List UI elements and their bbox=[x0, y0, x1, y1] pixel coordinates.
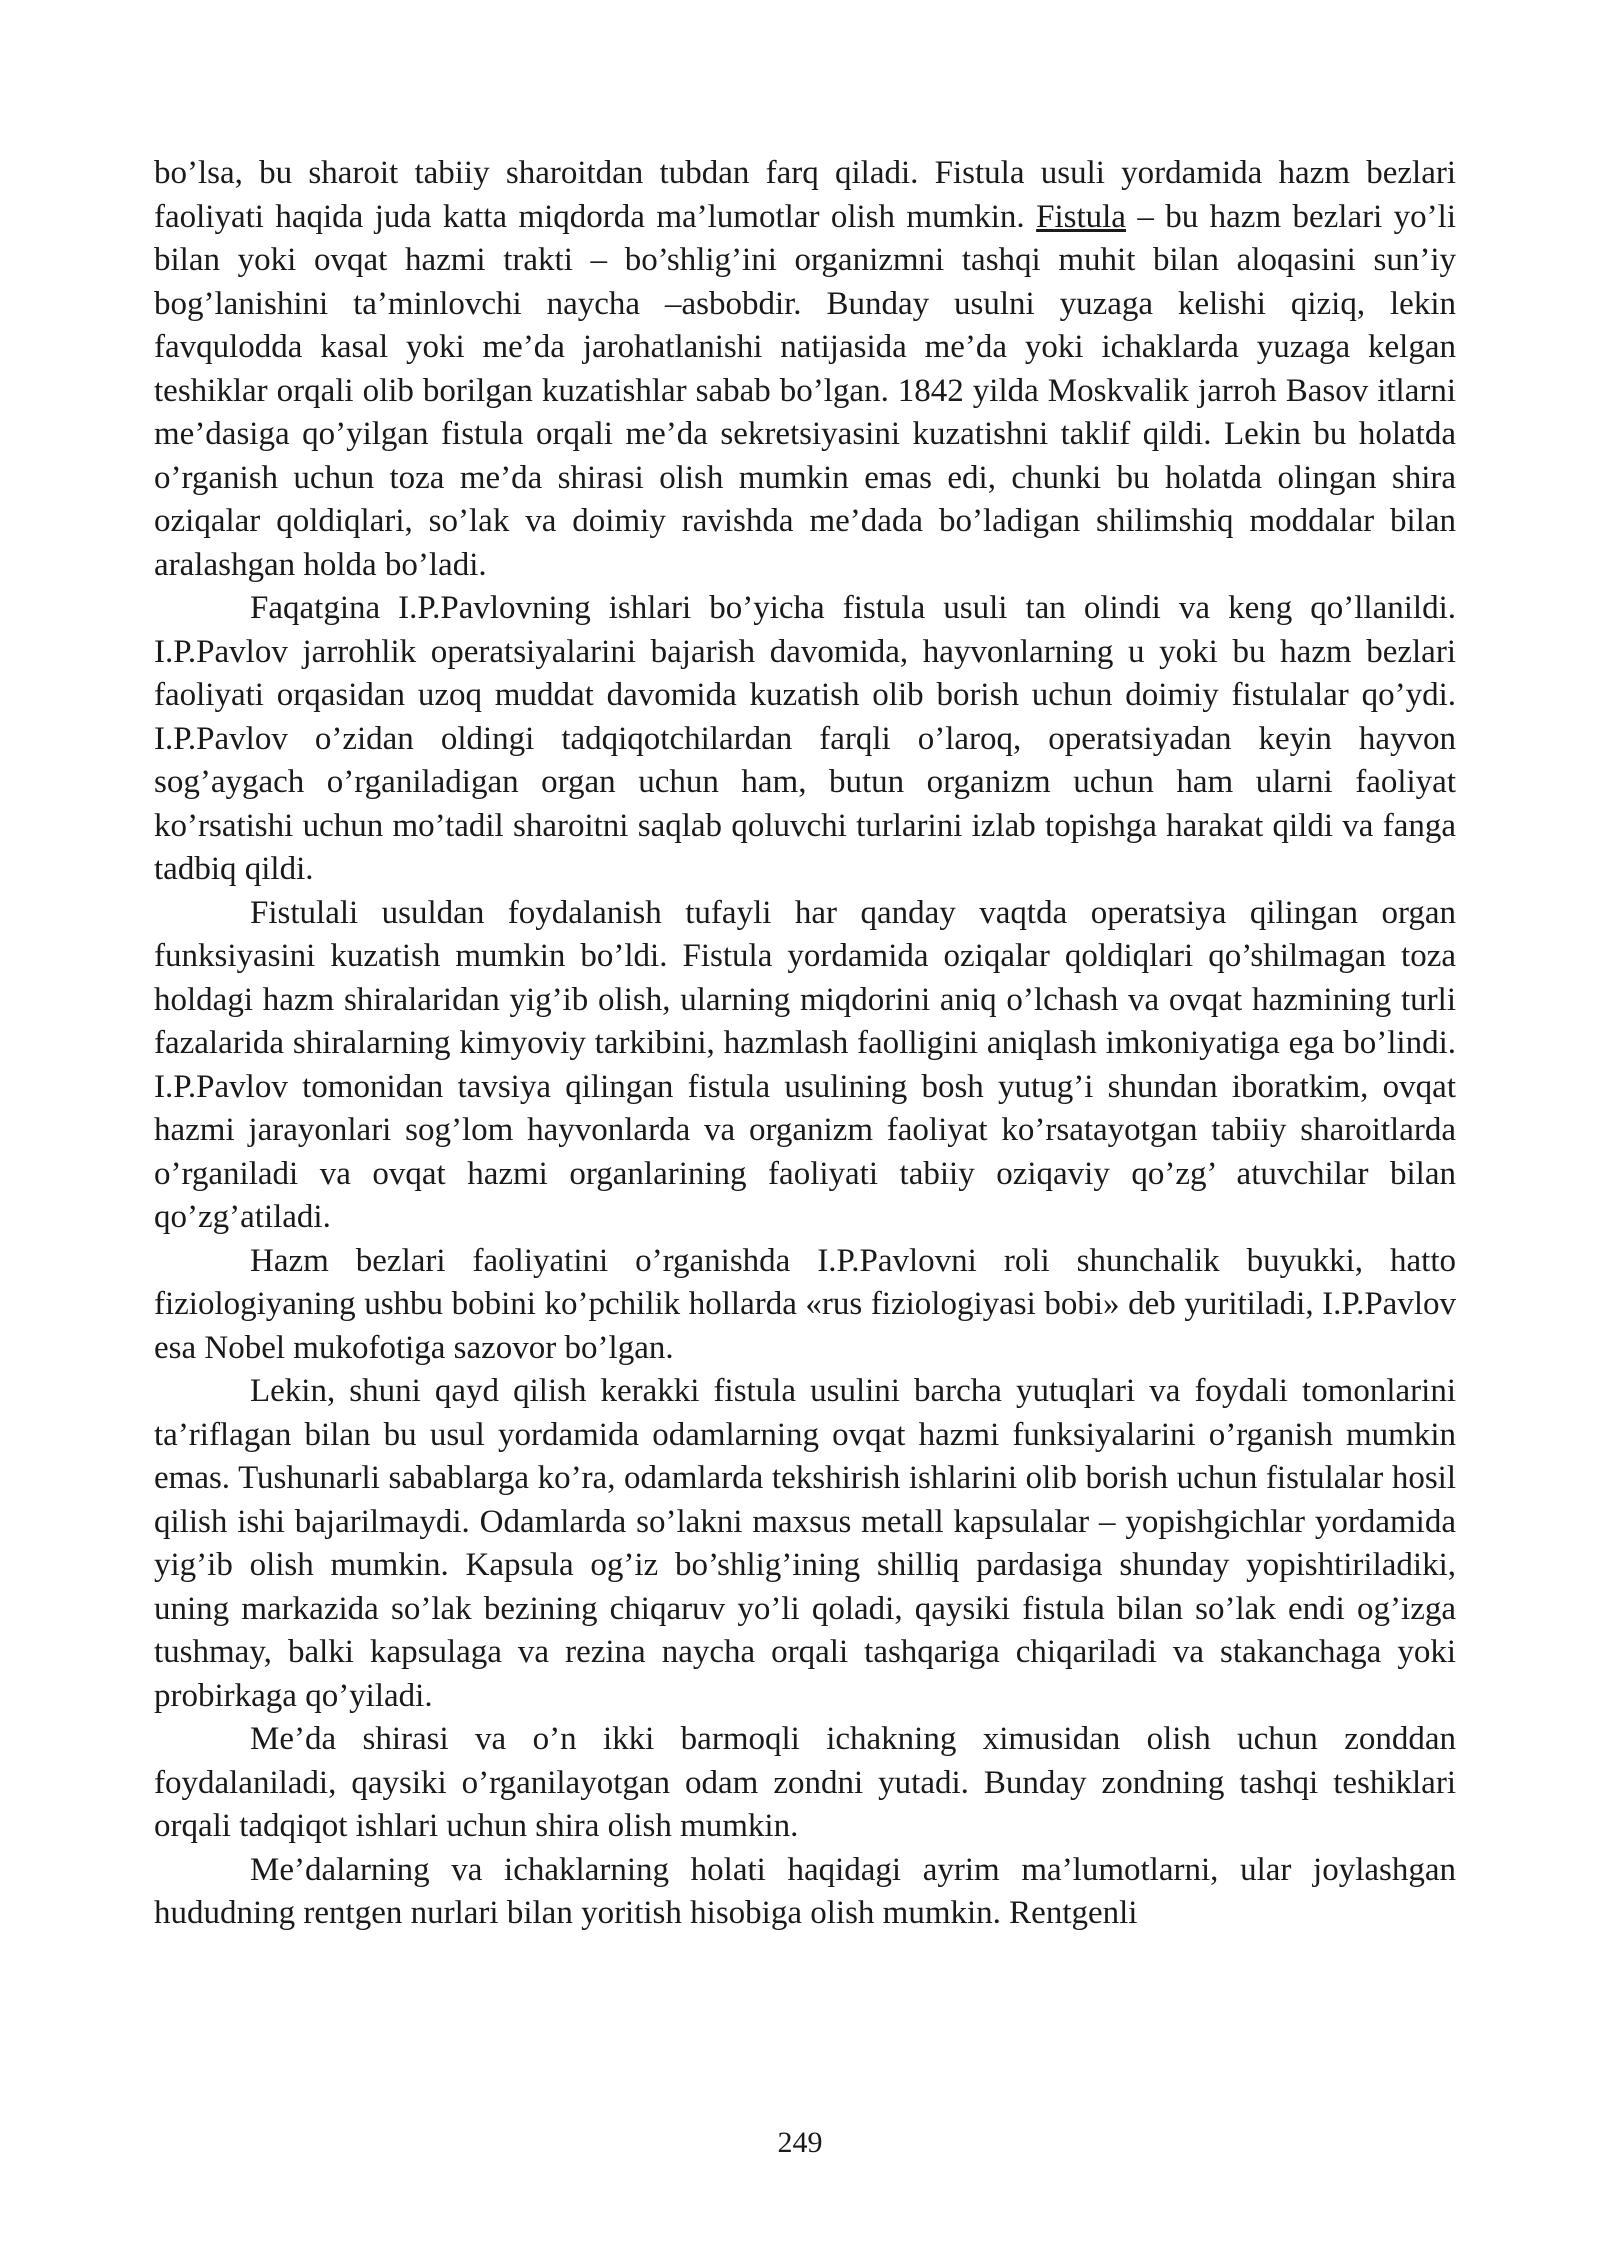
paragraph-6: Me’da shirasi va o’n ikki barmoqli ichakning ximusidan olish uchun zonddan foydalaniladi, qaysiki o’rganilayotgan odam zondni yutadi. Bunday zondning tashqi teshiklari orqali tadqiqot ishlari uchun shira olish mumkin. bbox=[154, 1721, 1456, 1844]
paragraph-7: Me’dalarning va ichaklarning holati haqidagi ayrim ma’lumotlarni, ular joylashgan hududning rentgen nurlari bilan yoritish hisobiga olish mumkin. Rentgenli bbox=[154, 1851, 1456, 1931]
paragraph-5: Lekin, shuni qayd qilish kerakki fistula usulini barcha yutuqlari va foydali tomonlarini ta’riflagan bilan bu usul yordamida odamlarning ovqat hazmi funksiyalarini o’rganish mumkin emas. Tushunarli sabablarga ko’ra, odamlarda tekshirish ishlarini olib borish uchun fistulalar hosil qilish ishi bajarilmaydi. Odamlarda so’lakni maxsus metall kapsulalar – yopishgichlar yordamida yig’ib olish mumkin. Kapsula og’iz bo’shlig’ining shilliq pardasiga shunday yopishtiriladiki, uning markazida so’lak bezining chiqaruv yo’li qoladi, qaysiki fistula bilan so’lak endi og’izga tushmay, balki kapsulaga va rezina naycha orqali tashqariga chiqariladi va stakanchaga yoki probirkaga qo’yiladi. bbox=[154, 1373, 1456, 1714]
paragraph-4: Hazm bezlari faoliyatini o’rganishda I.P.Pavlovni roli shunchalik buyukki, hatto fiziologiyaning ushbu bobini ko’pchilik hollarda «rus fiziologiyasi bobi» deb yuritiladi, I.P.Pavlov esa Nobel mukofotiga sazovor bo’lgan. bbox=[154, 1242, 1456, 1366]
body-text bbox=[154, 152, 1456, 1936]
fistula-term: Fistula bbox=[1036, 198, 1126, 235]
paragraph-1-rest: – bu hazm bezlari yo’li bilan yoki ovqat hazmi trakti – bo’shlig’ini organizmni tashqi muhit bilan aloqasini sun’iy bog’lanishini ta’minlovchi naycha –asbobdir. Bunday usulni yuzaga kelishi qiziq, lekin favqulodda kasal yoki me’da jarohatlanishi natijasida me’da yoki ichaklarda yuzaga kelgan teshiklar orqali olib borilgan kuzatishlar sabab bo’lgan. 1842 yilda Moskvalik jarroh Basov itlarni me’dasiga qo’yilgan fistula orqali me’da sekretsiyasini kuzatishni taklif qildi. Lekin bu holatda o’rganish uchun toza me’da shirasi olish mumkin emas edi, chunki bu holatda olingan shira oziqalar qoldiqlari, so’lak va doimiy ravishda me’dada bo’ladigan shilimshiq moddalar bilan aralashgan holda bo’ladi. bbox=[154, 198, 1457, 583]
page-number: 249 bbox=[777, 2126, 823, 2159]
paragraph-1 bbox=[154, 152, 1456, 587]
paragraph-1-lead: bo’lsa, bu sharoit tabiiy sharoitdan tubdan farq qiladi. Fistula usuli yordamida hazm bezlari faoliyati haqida juda katta miqdorda ma’lumotlar olish mumkin. bbox=[154, 155, 1456, 235]
paragraph-3: Fistulali usuldan foydalanish tufayli har qanday vaqtda operatsiya qilingan organ funksiyasini kuzatish mumkin bo’ldi. Fistula yordamida oziqalar qoldiqlari qo’shilmagan toza holdagi hazm shiralaridan yig’ib olish, ularning miqdorini aniq o’lchash va ovqat hazmining turli fazalarida shiralarning kimyoviy tarkibini, hazmlash faolligini aniqlash imkoniyatiga ega bo’lindi. I.P.Pavlov tomonidan tavsiya qilingan fistula usulining bosh yutug’i shundan iboratkim, ovqat hazmi jarayonlari sog’lom hayvonlarda va organizm faoliyat ko’rsatayotgan tabiiy sharoitlarda o’rganiladi va ovqat hazmi organlarining faoliyati tabiiy oziqaviy qo’zg’ atuvchilar bilan qo’zg’atiladi. bbox=[154, 894, 1456, 1235]
paragraph-2: Faqatgina I.P.Pavlovning ishlari bo’yicha fistula usuli tan olindi va keng qo’llanildi. I.P.Pavlov jarrohlik operatsiyalarini bajarish davomida, hayvonlarning u yoki bu hazm bezlari faoliyati orqasidan uzoq muddat davomida kuzatish olib borish uchun doimiy fistulalar qo’ydi. I.P.Pavlov o’zidan oldingi tadqiqotchilardan farqli o’laroq, operatsiyadan keyin hayvon sog’aygach o’rganiladigan organ uchun ham, butun organizm uchun ham ularni faoliyat ko’rsatishi uchun mo’tadil sharoitni saqlab qoluvchi turlarini izlab topishga harakat qildi va fanga tadbiq qildi. bbox=[154, 590, 1456, 887]
